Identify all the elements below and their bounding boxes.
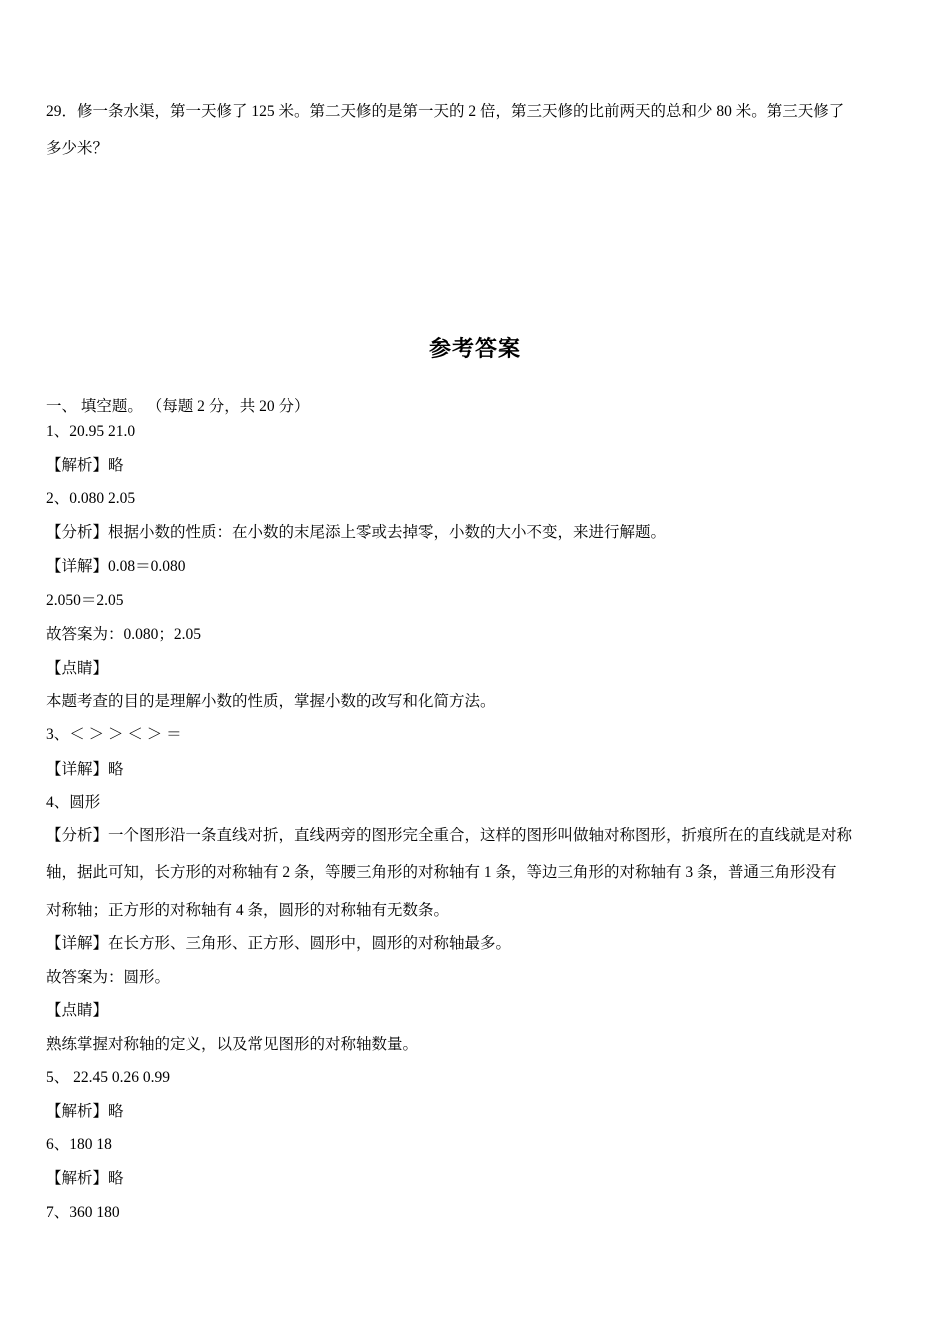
answer-line: 2、0.080 2.05 xyxy=(46,490,136,507)
answer-line: 【详解】0.08＝0.080 xyxy=(46,558,186,575)
answer-line: 熟练掌握对称轴的定义，以及常见图形的对称轴数量。 xyxy=(46,1036,419,1053)
answer-line: 【解析】略 xyxy=(46,1170,124,1187)
answer-line: 7、360 180 xyxy=(46,1204,120,1221)
answer-line: 【分析】根据小数的性质：在小数的末尾添上零或去掉零，小数的大小不变，来进行解题。 xyxy=(46,524,667,541)
answer-line: 2.050＝2.05 xyxy=(46,592,124,609)
answer-line: 【点睛】 xyxy=(46,660,109,677)
answer-line: 【分析】一个图形沿一条直线对折，直线两旁的图形完全重合，这样的图形叫做轴对称图形，折痕所在的直线就是对称 xyxy=(46,827,853,844)
section-heading: 一、 填空题。 （每题 2 分，共 20 分） xyxy=(46,398,310,415)
answer-line: 【详解】略 xyxy=(46,761,124,778)
answer-line: 【点睛】 xyxy=(46,1002,109,1019)
answer-line: 故答案为：圆形。 xyxy=(46,969,171,986)
answer-line: 【解析】略 xyxy=(46,1103,124,1120)
answer-line: 1、20.95 21.0 xyxy=(46,423,136,440)
answer-line: 对称轴；正方形的对称轴有 4 条，圆形的对称轴有无数条。 xyxy=(46,902,450,919)
answer-line: 3、＜ ＞ ＞ ＜ ＞ ＝ xyxy=(46,726,182,743)
answer-line: 6、180 18 xyxy=(46,1136,112,1153)
answer-line: 轴，据此可知，长方形的对称轴有 2 条，等腰三角形的对称轴有 1 条，等边三角形的对称轴有 3 条，普通三角形没有 xyxy=(46,864,837,881)
answer-line: 4、圆形 xyxy=(46,794,101,811)
answer-line: 【详解】在长方形、三角形、正方形、圆形中，圆形的对称轴最多。 xyxy=(46,935,512,952)
question-29-line2: 多少米？ xyxy=(46,140,109,157)
answer-line: 5、 22.45 0.26 0.99 xyxy=(46,1069,171,1086)
answer-line: 故答案为：0.080；2.05 xyxy=(46,626,202,643)
answer-line: 本题考查的目的是理解小数的性质，掌握小数的改写和化简方法。 xyxy=(46,693,496,710)
answer-title: 参考答案 xyxy=(428,337,521,362)
answer-line: 【解析】略 xyxy=(46,457,124,474)
question-29-line1: 29．修一条水渠，第一天修了 125 米。第二天修的是第一天的 2 倍，第三天修的比前两天的总和少 80 米。第三天修了 xyxy=(46,103,845,120)
